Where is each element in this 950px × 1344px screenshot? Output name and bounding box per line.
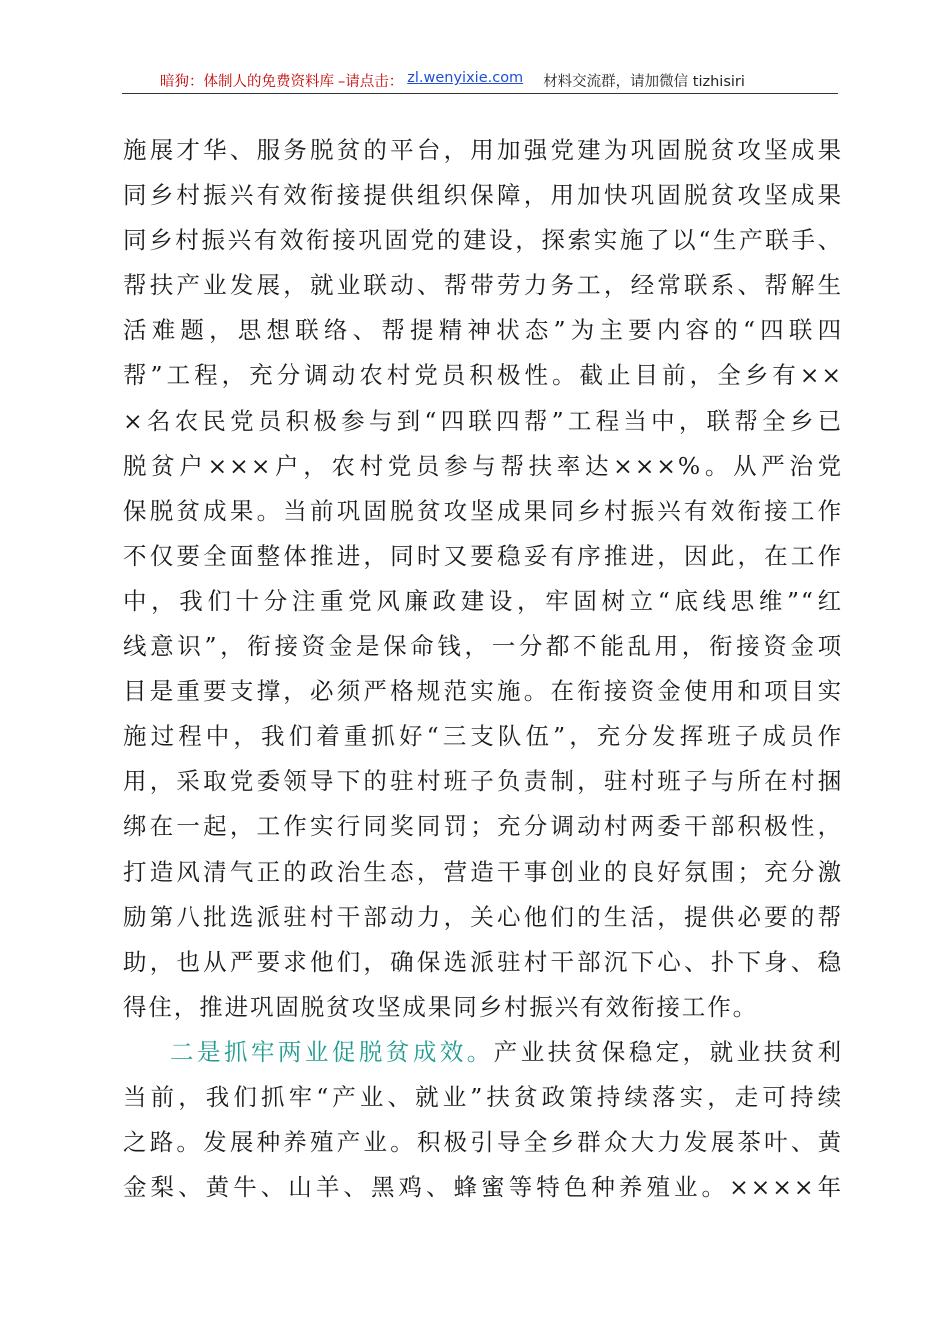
text-line: 用，采取党委领导下的驻村班子负责制，驻村班子与所在村捆 — [123, 767, 843, 796]
text-line: 绑在一起，工作实行同奖同罚；充分调动村两委干部积极性， — [123, 812, 843, 841]
header-separator: –请点击： — [338, 74, 404, 90]
document-body — [123, 128, 843, 1210]
text-line: 励第八批选派驻村干部动力，关心他们的生活，提供必要的帮 — [123, 902, 843, 931]
header-link[interactable]: zl.wenyixie.com — [407, 70, 524, 86]
section-heading: 二是抓牢两业促脱贫成效。 — [170, 1037, 494, 1066]
text-line: 之路。发展种养殖产业。积极引导全乡群众大力发展茶叶、黄 — [123, 1128, 843, 1157]
text-line: 线意识”，衔接资金是保命钱，一分都不能乱用，衔接资金项 — [123, 632, 843, 661]
text-line: 活难题，思想联络、帮提精神状态”为主要内容的“四联四 — [123, 316, 843, 345]
text-line: 帮”工程，充分调动农村党员积极性。截止目前，全乡有×× — [123, 361, 843, 390]
text-line: 打造风清气正的政治生态，营造干事创业的良好氛围；充分激 — [123, 857, 843, 886]
text-line: 目是重要支撑，必须严格规范实施。在衔接资金使用和项目实 — [123, 677, 843, 706]
text-span: 产业扶贫保稳定，就业扶贫利 — [493, 1037, 843, 1066]
text-line: 不仅要全面整体推进，同时又要稳妥有序推进，因此，在工作 — [123, 541, 843, 570]
header-brand: 暗狗：体制人的免费资料库 — [160, 74, 334, 90]
text-line: 助，也从严要求他们，确保选派驻村干部沉下心、扑下身、稳 — [123, 947, 843, 976]
text-line: 施过程中，我们着重抓好“三支队伍”，充分发挥班子成员作 — [123, 722, 843, 751]
text-line: 当前，我们抓牢“产业、就业”扶贫政策持续落实，走可持续 — [123, 1082, 843, 1111]
text-line: 帮扶产业发展，就业联动、帮带劳力务工，经常联系、帮解生 — [123, 271, 843, 300]
text-line: 中，我们十分注重党风廉政建设，牢固树立“底线思维”“红 — [123, 586, 843, 615]
text-line: 得住，推进巩固脱贫攻坚成果同乡村振兴有效衔接工作。 — [123, 992, 758, 1021]
text-line: 金梨、黄牛、山羊、黑鸡、蜂蜜等特色种养殖业。××××年 — [123, 1173, 843, 1202]
header-wechat-note: 材料交流群，请加微信 tizhisiri — [543, 74, 745, 90]
text-line: 同乡村振兴有效衔接提供组织保障，用加快巩固脱贫攻坚成果 — [123, 181, 843, 210]
paragraph-opening-line — [123, 1030, 843, 1075]
text-line: 保脱贫成果。当前巩固脱贫攻坚成果同乡村振兴有效衔接工作 — [123, 496, 843, 525]
text-line: 脱贫户×××户，农村党员参与帮扶率达×××%。从严治党 — [123, 451, 843, 480]
text-line: 施展才华、服务脱贫的平台，用加强党建为巩固脱贫攻坚成果 — [123, 136, 843, 164]
text-line: 同乡村振兴有效衔接巩固党的建设，探索实施了以“生产联手、 — [123, 226, 843, 255]
text-line: ×名农民党员积极参与到“四联四帮”工程当中，联帮全乡已 — [123, 406, 843, 435]
page-header — [122, 70, 838, 94]
